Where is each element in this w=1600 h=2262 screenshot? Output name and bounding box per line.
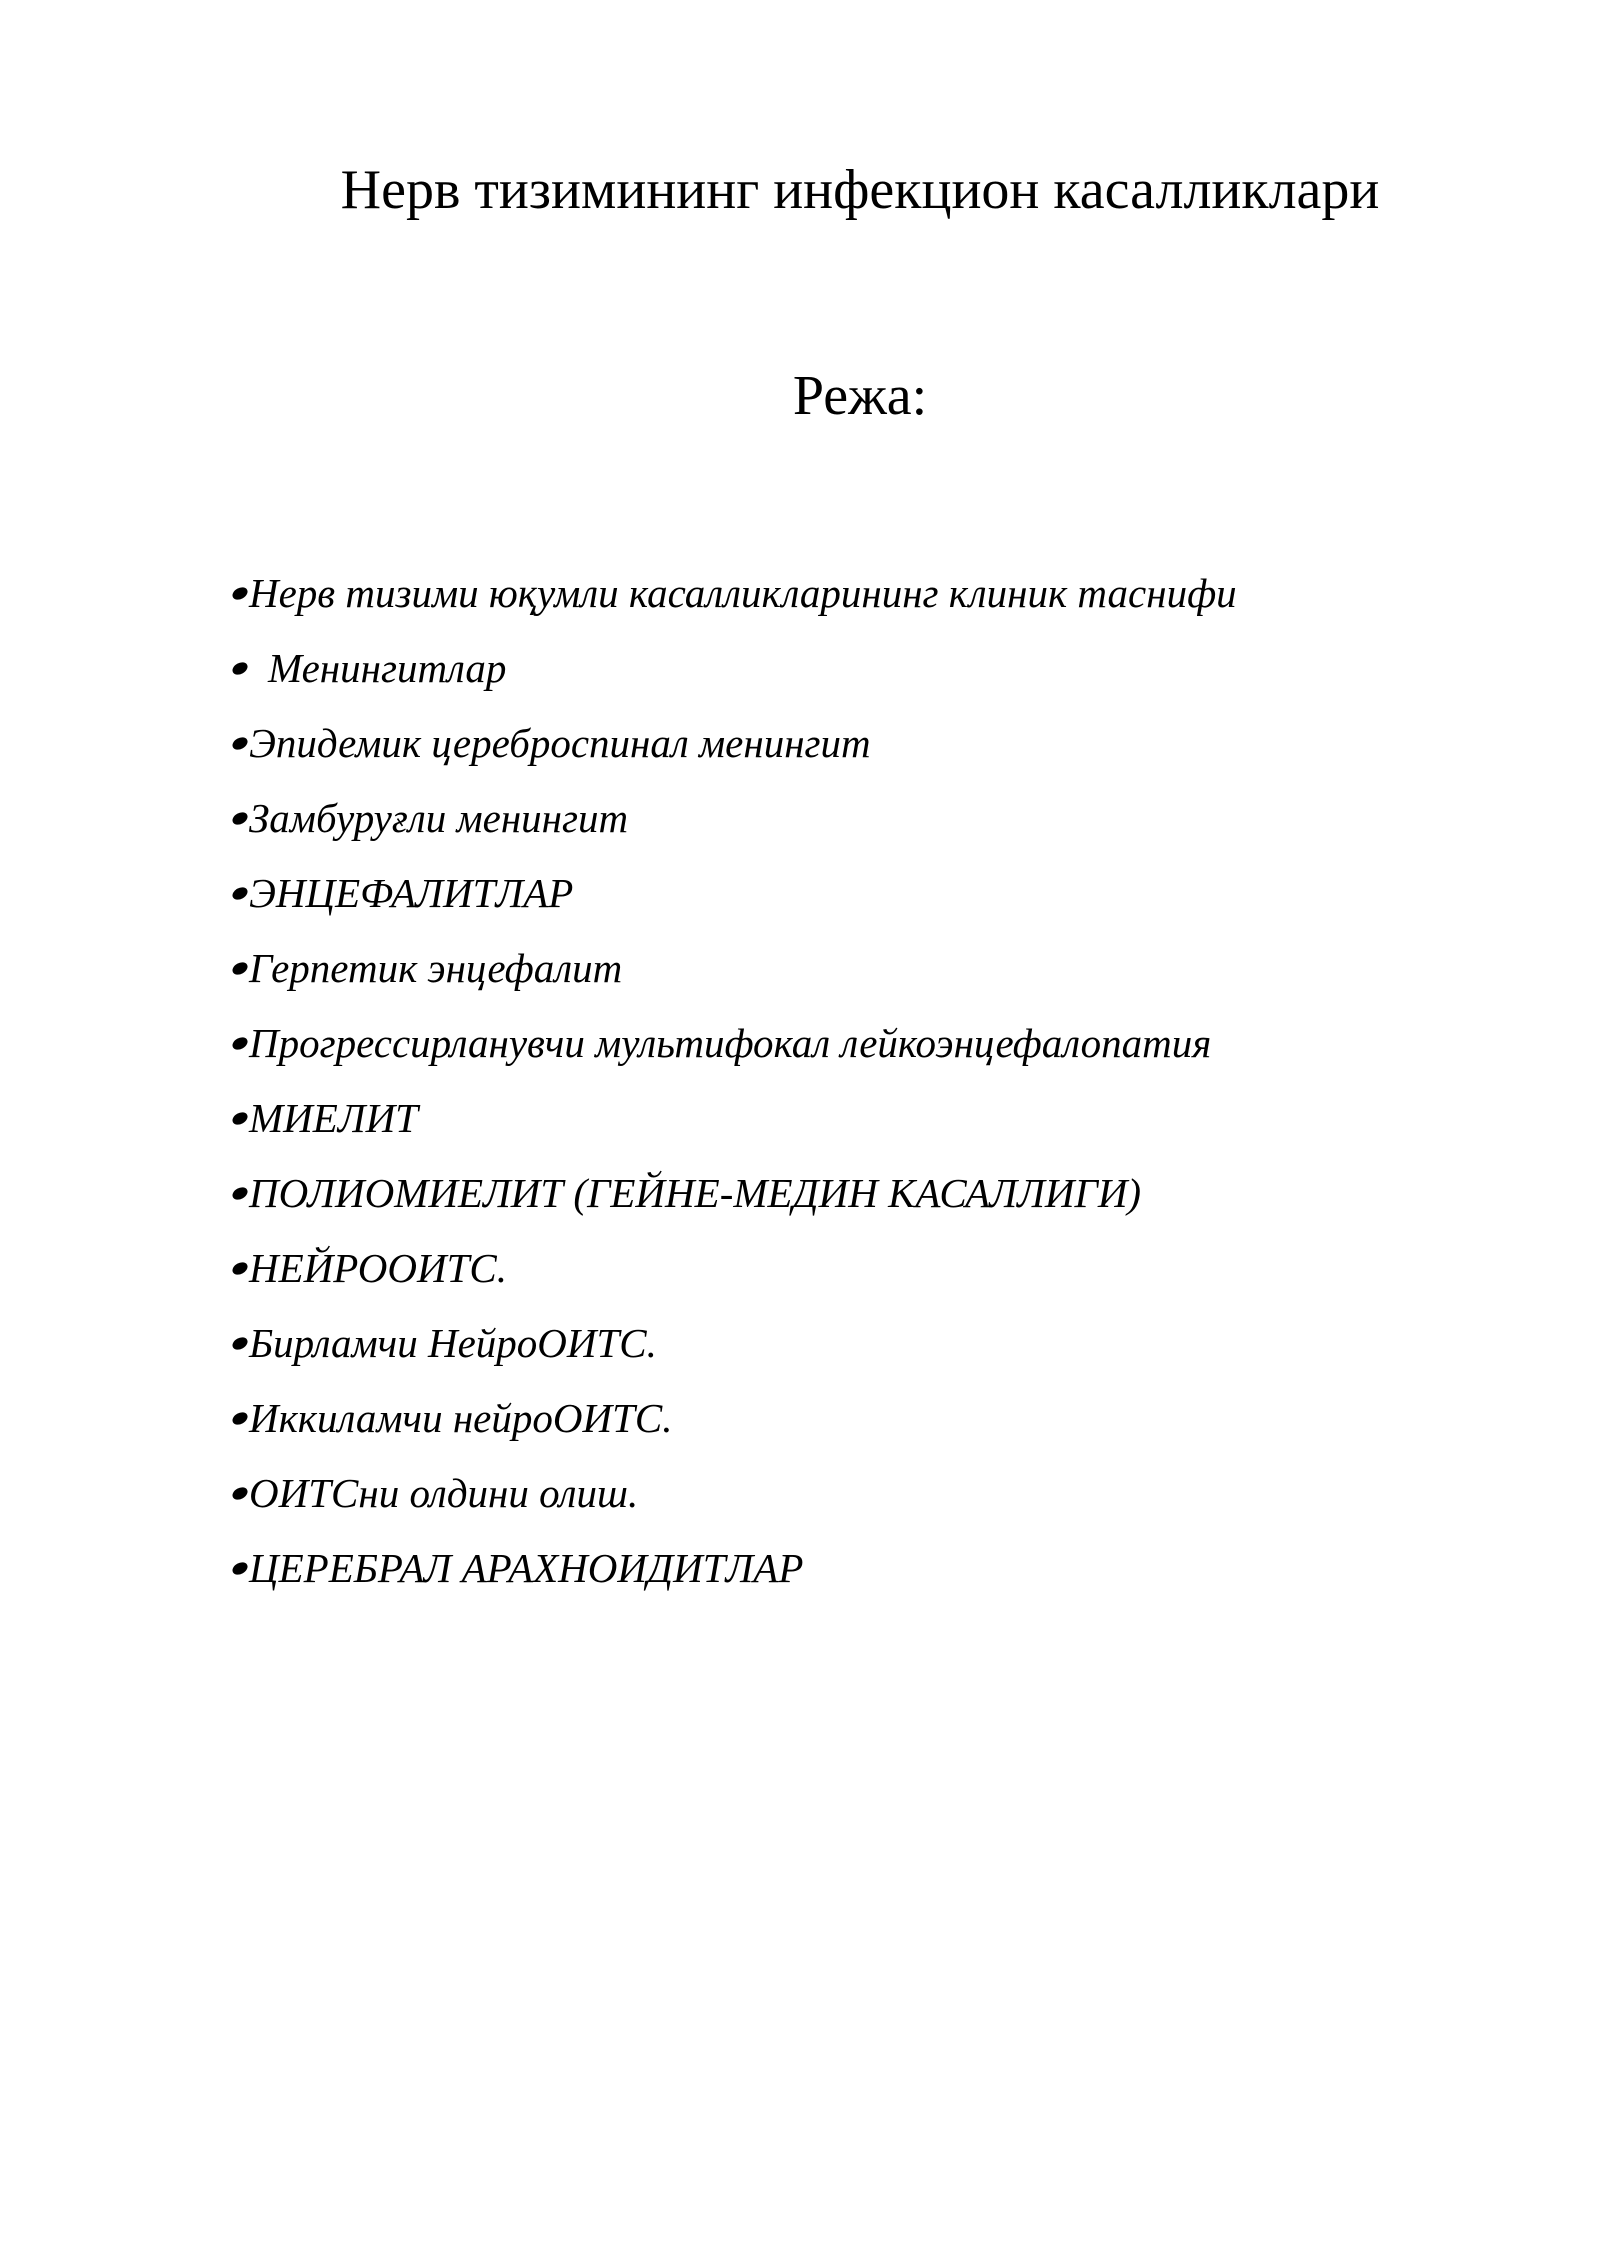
outline-item xyxy=(232,1531,1482,1606)
outline-item-text: ЭНЦЕФАЛИТЛАР xyxy=(249,870,574,916)
outline-item xyxy=(232,556,1482,631)
document-title: Нерв тизимининг инфекцион касалликлари xyxy=(340,159,1380,221)
outline-item xyxy=(232,931,1482,1006)
outline-item-text: Менингитлар xyxy=(268,645,507,691)
bullet-dot-icon xyxy=(230,1410,249,1427)
outline-item xyxy=(232,706,1482,781)
outline-item xyxy=(232,1381,1482,1456)
bullet-dot-icon xyxy=(230,960,249,977)
bullet-dot-icon xyxy=(230,735,249,752)
bullet-dot-icon xyxy=(230,885,249,902)
bullet-dot-icon xyxy=(230,1260,249,1277)
outline-item xyxy=(232,1156,1482,1231)
outline-item xyxy=(232,856,1482,931)
outline-item-text: Замбуруғли менингит xyxy=(249,795,629,841)
bullet-dot-icon xyxy=(230,810,249,827)
outline-item-text: Прогрессирланувчи мультифокал лейкоэнцефалопатия xyxy=(249,1020,1212,1066)
outline-item-text: Эпидемик цереброспинал менингит xyxy=(249,720,871,766)
bullet-dot-icon xyxy=(230,1110,249,1127)
outline-item-text: ПОЛИОМИЕЛИТ (ГЕЙНЕ-МЕДИН КАСАЛЛИГИ) xyxy=(249,1170,1142,1216)
bullet-dot-icon xyxy=(230,1560,249,1577)
outline-item xyxy=(232,631,1482,706)
outline-item-text: Герпетик энцефалит xyxy=(249,945,623,991)
plan-heading: Режа: xyxy=(792,365,928,427)
outline-item-text: МИЕЛИТ xyxy=(249,1095,418,1141)
bullet-dot-icon xyxy=(230,1035,249,1052)
outline-item-text: ОИТСни олдини олиш. xyxy=(249,1470,639,1516)
bullet-dot-icon xyxy=(230,660,249,677)
bullet-dot-icon xyxy=(230,1335,249,1352)
outline-item xyxy=(232,1006,1482,1081)
outline-item-text: Бирламчи НейроОИТС. xyxy=(249,1320,657,1366)
plan-outline-list xyxy=(232,556,1482,1606)
outline-item xyxy=(232,1456,1482,1531)
outline-item xyxy=(232,1231,1482,1306)
outline-item xyxy=(232,1081,1482,1156)
bullet-dot-icon xyxy=(230,1185,249,1202)
outline-item-text: Иккиламчи нейроОИТС. xyxy=(249,1395,673,1441)
outline-item-text: ЦЕРЕБРАЛ АРАХНОИДИТЛАР xyxy=(249,1545,804,1591)
outline-item xyxy=(232,781,1482,856)
outline-item-text: Нерв тизими юқумли касалликларининг клиник таснифи xyxy=(249,570,1237,616)
outline-item xyxy=(232,1306,1482,1381)
bullet-dot-icon xyxy=(230,1485,249,1502)
outline-item-text: НЕЙРООИТС. xyxy=(249,1245,507,1291)
bullet-dot-icon xyxy=(230,585,249,602)
